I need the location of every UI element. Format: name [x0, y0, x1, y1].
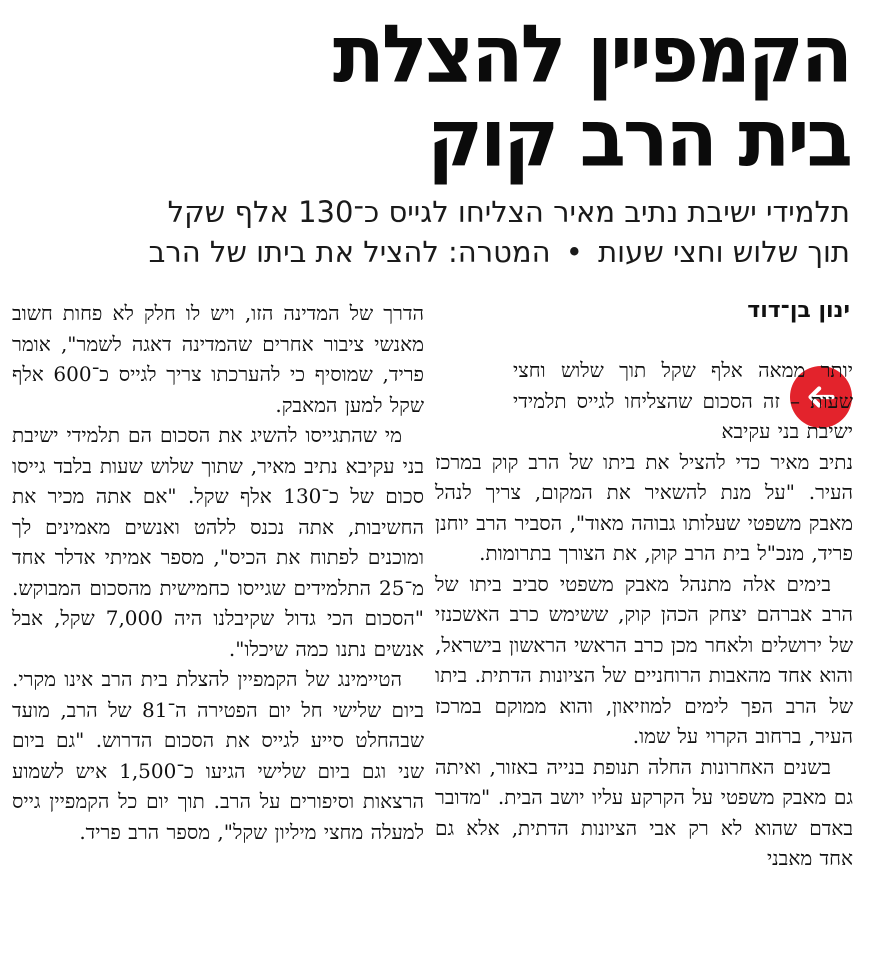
subheadline-line-2-part-1: תוך שלוש וחצי שעות — [598, 235, 850, 269]
body-paragraph: הטיימינג של הקמפיין להצלת בית הרב אינו מקרי. ביום שלישי חל יום הפטירה ה־81 של הרב, מועד שבהחלט סייע לגייס את הסכום הדרוש. "גם ביום שני וגם ביום שלישי הגיעו כ־1,500 איש לשמוע הרצאות וסיפורים על הרב. תוך יום כל הקמפיין גייס למעלה מחצי מיליון שקל", מספר הרב פריד. — [12, 667, 424, 844]
headline-line-1: הקמפיין להצלת — [332, 6, 850, 101]
article-column-left — [12, 298, 424, 847]
headline — [30, 6, 850, 185]
subheadline-line-2 — [20, 232, 850, 272]
headline-line-2: בית הרב קוק — [427, 90, 850, 185]
subheadline-line-1: תלמידי ישיבת נתיב מאיר הצליחו לגייס כ־130 אלף שקל — [167, 195, 850, 229]
subheadline-line-2-part-2: המטרה: להציל את ביתו של הרב — [148, 235, 551, 269]
lead-paragraph-top: יותר ממאה אלף שקל תוך שלוש וחצי שעות – זה הסכום שהצליחו לגייס תלמידי ישיבת בני עקיבא — [513, 358, 853, 443]
body-paragraph: מי שהתגייסו להשיג את הסכום הם תלמידי ישיבת בני עקיבא נתיב מאיר, שתוך שלוש שעות בלבד גייסו סכום של כ־130 אלף שקל. "אם אתה מכיר את החשיבות, אתה נכנס ללהט ואנשים מאמינים לך ומוכנים לפתוח את הכיס", מספר אמיתי אדלר אחד מ־25 התלמידים שגייסו כחמישית מהסכום המבוקש. "הסכום הכי גדול שקיבלנו היה 7,000 שקל, אבל אנשים נתנו כמה שיכלו". — [12, 423, 424, 661]
subheadline — [20, 192, 850, 272]
body-paragraph: הדרך של המדינה הזו, ויש לו חלק לא פחות חשוב מאנשי ציבור אחרים שהמדינה דאגה לשמר", אומר פריד, שמוסיף כי להערכתו צריך לגייס כ־600 אלף שקל למען המאבק. — [12, 301, 425, 417]
body-paragraph: בימים אלה מתנהל מאבק משפטי סביב ביתו של הרב אברהם יצחק הכהן קוק, ששימש כרב האשכנזי של ירושלים ולאחר מכן כרב הראשי הראשון בישראל, והוא אחד מהאבות הרוחניים של הציונות הדתית. ביתו של הרב הפך לימים למוזיאון, והוא ממוקם במרכז העיר, ברחוב הקרוי על שמו. — [435, 571, 853, 748]
lead-paragraph-wrap — [513, 355, 853, 447]
bullet-separator: • — [565, 235, 583, 269]
author-byline: ינון בן־דוד — [747, 298, 850, 323]
body-paragraph: בשנים האחרונות החלה תנופת בנייה באזור, ואיתה גם מאבק משפטי על הקרקע עליו יושב הבית. "מדובר באדם שהוא לא רק אבי הציונות הדתית, אלא גם אחד מאבני — [435, 754, 853, 870]
article-column-right — [435, 355, 853, 874]
lead-paragraph-rest: נתיב מאיר כדי להציל את ביתו של הרב קוק במרכז העיר. "על מנת להשאיר את המקום, צריך לנהל מאבק משפטי שעלותו גבוהה מאוד", הסביר הרב יוחנן פריד, מנכ"ל בית הרב קוק, את הצורך בתרומות. — [435, 449, 853, 565]
